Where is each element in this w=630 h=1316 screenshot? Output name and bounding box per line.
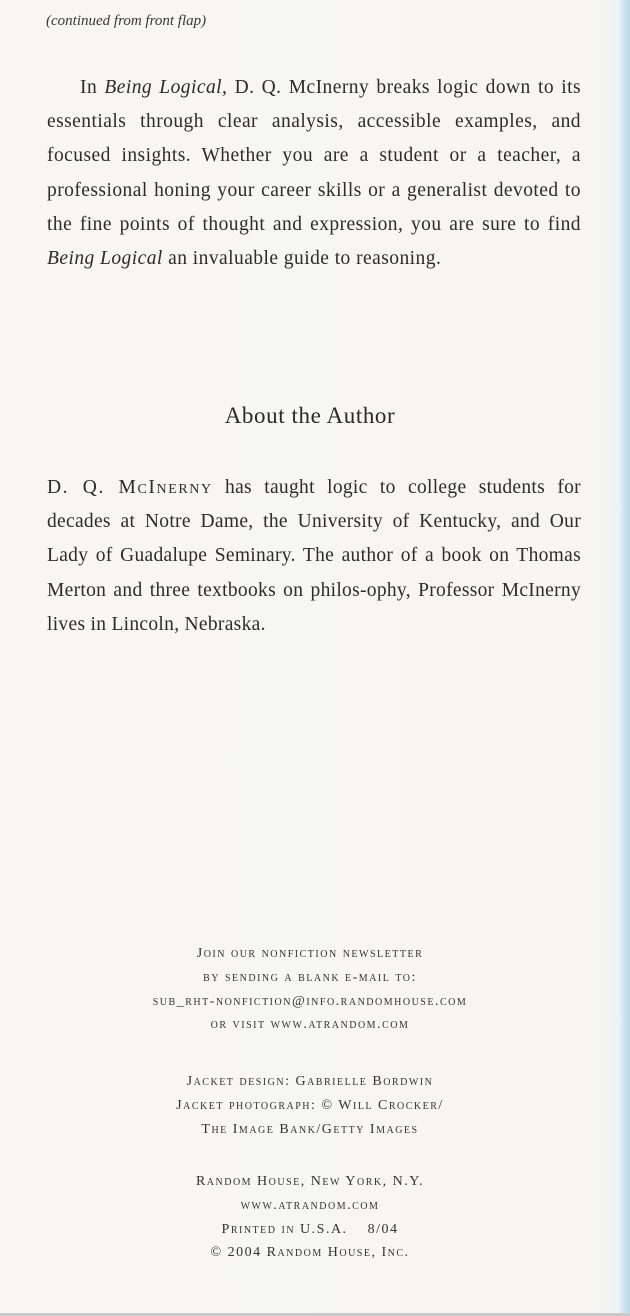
- continued-note: (continued from front flap): [46, 13, 207, 29]
- book-title-ref-2: Being Logical: [47, 248, 163, 270]
- book-title-ref: Being Logical,: [104, 77, 228, 98]
- description-end: an invaluable guide to reasoning.: [162, 248, 442, 270]
- jacket-photo-credit: Jacket photograph: © Will Crocker/: [176, 1097, 444, 1113]
- description-body: D. Q. McInerny breaks logic down to its essentials through clear analysis, accessible examples, and focused insights. Whether you are a student or a teacher, a professional honing your career skills or a generalist devoted to the fine points of thought and expression, you are sure to find: [47, 77, 582, 235]
- jacket-design-credit: Jacket design: Gabrielle Bordwin: [186, 1074, 434, 1089]
- publisher-website: www.atrandom.com: [240, 1197, 380, 1213]
- newsletter-block: [0, 942, 620, 1037]
- newsletter-website: or visit www.atrandom.com: [210, 1017, 410, 1033]
- printed-in: Printed in U.S.A.: [221, 1221, 348, 1237]
- publisher-block: [0, 1170, 620, 1265]
- printed-line: [0, 1218, 620, 1242]
- jacket-photo-agency: The Image Bank/Getty Images: [201, 1121, 419, 1137]
- newsletter-line-1: Join our nonfiction newsletter: [196, 946, 424, 961]
- copyright-line: © 2004 Random House, Inc.: [210, 1245, 410, 1261]
- book-description: [47, 71, 581, 276]
- author-bio: [47, 471, 581, 642]
- about-author-heading: About the Author: [224, 403, 396, 428]
- author-name: D. Q. McInerny: [47, 477, 213, 498]
- jacket-credits: [0, 1070, 620, 1141]
- author-bio-text: has taught logic to college students for decades at Notre Dame, the University of Kentucky, and Our Lady of Guadalupe Seminary. The author of a book on Thomas Merton and three textbooks on philos-ophy, Professor McInerny lives in Lincoln, Nebraska.: [47, 477, 581, 635]
- newsletter-email: sub_rht-nonfiction@info.randomhouse.com: [152, 993, 468, 1009]
- newsletter-line-2: by sending a blank e-mail to:: [203, 969, 417, 985]
- description-lead: In: [80, 77, 105, 98]
- print-date: 8/04: [367, 1221, 399, 1237]
- publisher-address: Random House, New York, N.Y.: [195, 1174, 425, 1189]
